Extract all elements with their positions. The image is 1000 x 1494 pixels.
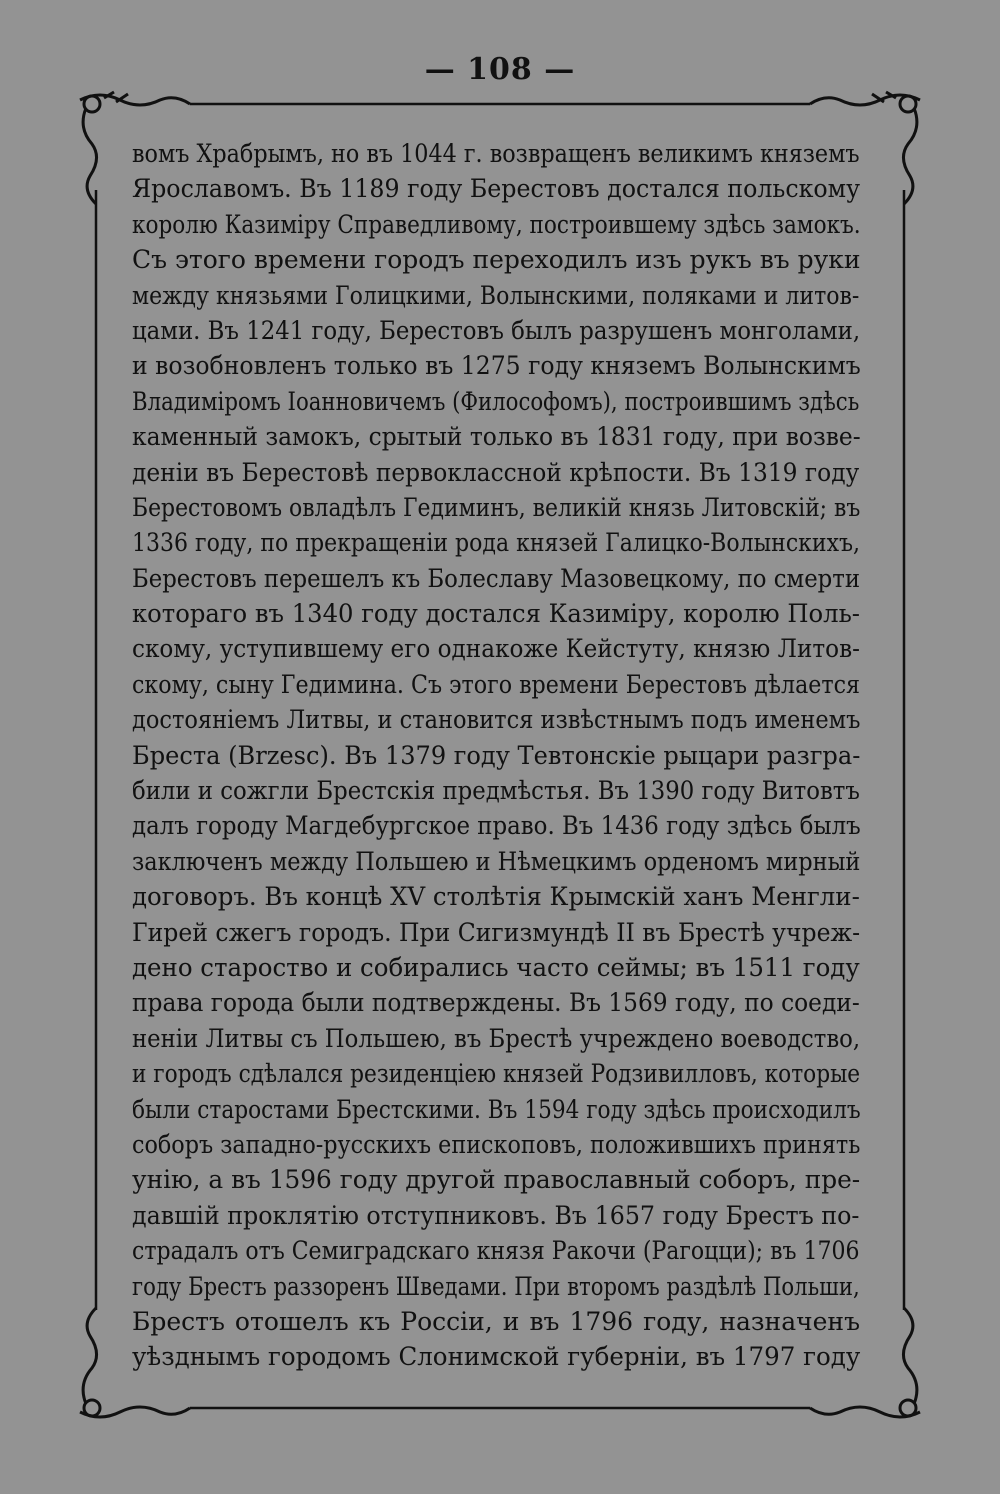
- text-line: уѣзднымъ городомъ Слонимской губерніи, въ 1797 году: [132, 1342, 861, 1372]
- text-line: далъ городу Магдебургское право. Въ 1436 году здѣсь былъ: [132, 811, 861, 841]
- text-line: Берестовомъ овладѣлъ Гедиминъ, великій князь Литовскій; въ: [132, 492, 861, 522]
- text-line: давшій проклятію отступниковъ. Въ 1657 году Брестъ по-: [132, 1200, 860, 1230]
- text-line: Съ этого времени городъ переходилъ изъ рукъ въ руки: [132, 245, 861, 275]
- text-line: котораго въ 1340 году достался Казиміру, королю Поль-: [132, 599, 861, 629]
- text-line: права города были подтверждены. Въ 1569 году, по соеди-: [132, 988, 860, 1018]
- text-line: страдалъ отъ Семиградскаго князя Ракочи (Рагоцци); въ 1706: [132, 1236, 860, 1266]
- text-line: Ярославомъ. Въ 1189 году Берестовъ достался польскому: [132, 174, 861, 204]
- text-line: били и сожгли Брестскія предмѣстья. Въ 1390 году Витовтъ: [132, 776, 860, 806]
- text-line: цами. Въ 1241 году, Берестовъ былъ разрушенъ монголами,: [132, 315, 861, 345]
- text-line: Владиміромъ Іоанновичемъ (Философомъ), построившимъ здѣсь: [132, 386, 860, 416]
- text-line: соборъ западно-русскихъ епископовъ, положившихъ принять: [132, 1129, 861, 1159]
- body-text: [132, 136, 860, 1375]
- text-line: между князьями Голицкими, Волынскими, поляками и литов-: [132, 280, 860, 310]
- text-line: вомъ Храбрымъ, но въ 1044 г. возвращенъ великимъ княземъ: [132, 139, 860, 168]
- text-line: скому, сыну Гедимина. Съ этого времени Берестовъ дѣлается: [132, 669, 861, 699]
- text-line: были старостами Брестскими. Въ 1594 году здѣсь происходилъ: [132, 1094, 861, 1124]
- text-line: королю Казиміру Справедливому, построившему здѣсь замокъ.: [132, 209, 861, 239]
- text-line: Гирей сжегъ городъ. При Сигизмундѣ II въ Брестѣ учреж-: [132, 917, 861, 947]
- text-line: 1336 году, по прекращеніи рода князей Галицко-Волынскихъ,: [132, 528, 861, 558]
- text-line: неніи Литвы съ Польшею, въ Брестѣ учреждено воеводство,: [132, 1023, 861, 1053]
- text-line: достояніемъ Литвы, и становится извѣстнымъ подъ именемъ: [132, 705, 861, 735]
- text-line: каменный замокъ, срытый только въ 1831 году, при возве-: [132, 422, 861, 452]
- page-number: — 108 —: [424, 52, 576, 87]
- text-line: деніи въ Берестовѣ первоклассной крѣпости. Въ 1319 году: [132, 457, 860, 487]
- text-line: году Брестъ раззоренъ Шведами. При второмъ раздѣлѣ Польши,: [132, 1271, 860, 1301]
- text-line: унію, а въ 1596 году другой православный соборъ, пре-: [132, 1165, 861, 1195]
- text-line: заключенъ между Польшею и Нѣмецкимъ орденомъ мирный: [132, 846, 861, 876]
- text-line: дено староство и собирались часто сеймы; въ 1511 году: [132, 952, 860, 982]
- text-line: и возобновленъ только въ 1275 году княземъ Волынскимъ: [132, 351, 861, 381]
- text-line: Брестъ отошелъ къ Россіи, и въ 1796 году, назначенъ: [132, 1306, 860, 1336]
- text-line: скому, уступившему его однакоже Кейстуту, князю Литов-: [132, 634, 860, 664]
- text-line: и городъ сдѣлался резиденціею князей Родзивилловъ, которые: [132, 1059, 861, 1089]
- text-line: договоръ. Въ концѣ XV столѣтія Крымскій ханъ Менгли-: [132, 882, 860, 912]
- text-line: Бреста (Brzesc). Въ 1379 году Тевтонскіе рыцари разгра-: [132, 740, 861, 770]
- text-line: Берестовъ перешелъ къ Болеславу Мазовецкому, по смерти: [132, 563, 861, 593]
